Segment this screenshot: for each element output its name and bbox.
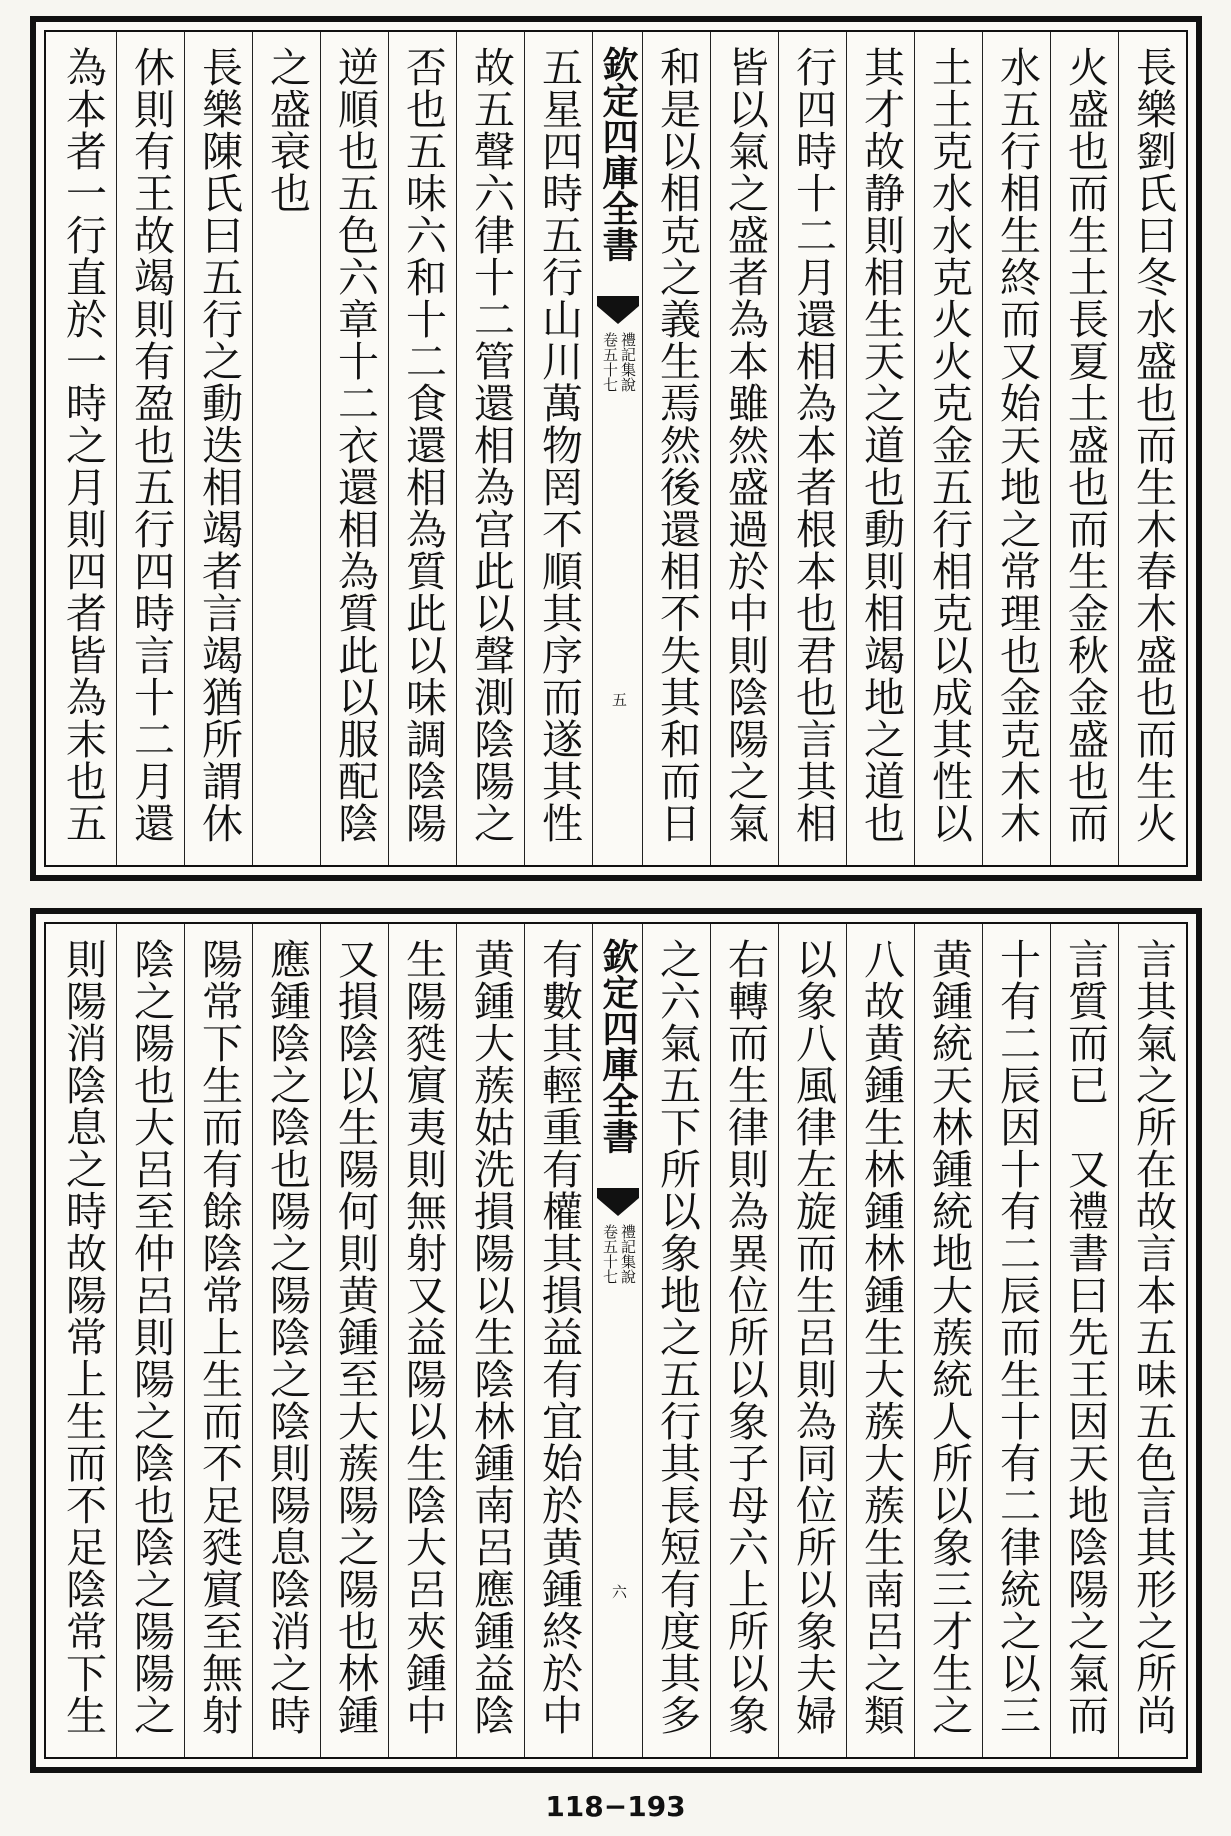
text-column: 逆順也五色六章十二衣還相為質此以服配陰 [320, 32, 388, 865]
text-column: 以象八風律左旋而生呂則為同位所以象夫婦 [778, 924, 846, 1757]
fish-tail-mark-icon [597, 296, 639, 324]
text-column: 休則有王故竭則有盈也五行四時言十二月還 [116, 32, 184, 865]
center-spine [592, 32, 642, 865]
text-column: 長樂陳氏曰五行之動迭相竭者言竭猶所謂休 [184, 32, 252, 865]
text-column: 又損陰以生陽何則黄鍾至大蔟陽之陽也林鍾 [320, 924, 388, 1757]
text-column: 十有二辰因十有二辰而生十有二律統之以三 [982, 924, 1050, 1757]
text-column: 八故黄鍾生林鍾林鍾生大蔟大蔟生南呂之類 [846, 924, 914, 1757]
text-column: 行四時十二月還相為本者根本也君也言其相 [778, 32, 846, 865]
text-frame [44, 30, 1188, 867]
text-column: 水五行相生終而又始天地之常理也金克木木 [982, 32, 1050, 865]
text-column: 生陽甤賔夷則無射又益陽以生陰大呂夾鍾中 [388, 924, 456, 1757]
spine-title: 欽定四庫全書 [597, 938, 639, 1154]
text-column: 土土克水水克火火克金五行相克以成其性以 [914, 32, 982, 865]
text-column: 為本者一行直於一時之月則四者皆為末也五 [59, 46, 107, 844]
text-column: 之盛衰也 [252, 32, 320, 865]
spine-juan-number: 卷五十七 [601, 1224, 619, 1284]
text-column: 皆以氣之盛者為本雖然盛過於中則陰陽之氣 [710, 32, 778, 865]
text-column: 長樂劉氏曰冬水盛也而生木春木盛也而生火 [1118, 32, 1186, 865]
text-column: 應鍾陰之陰也陽之陽陰之陰則陽息陰消之時 [252, 924, 320, 1757]
text-column: 之六氣五下所以象地之五行其長短有度其多 [642, 924, 710, 1757]
text-column: 言質而已 又禮書曰先王因天地陰陽之氣而 [1050, 924, 1118, 1757]
text-column: 五星四時五行山川萬物罔不順其序而遂其性 [524, 32, 592, 865]
text-column: 言其氣之所在故言本五味五色言其形之所尚 [1118, 924, 1186, 1757]
text-column: 則陽消陰息之時故陽常上生而不足陰常下生 [59, 938, 107, 1736]
spine-work-title: 禮記集說 [619, 332, 637, 392]
text-column: 陽常下生而有餘陰常上生而不足甤賔至無射 [184, 924, 252, 1757]
page-top [30, 16, 1202, 881]
center-spine [592, 924, 642, 1757]
spine-title: 欽定四庫全書 [597, 46, 639, 262]
page-bottom [30, 908, 1202, 1773]
text-column: 有數其輕重有權其損益有宜始於黄鍾終於中 [524, 924, 592, 1757]
text-column: 其才故静則相生天之道也動則相竭地之道也 [846, 32, 914, 865]
text-column: 黄鍾大蔟姑洗損陽以生陰林鍾南呂應鍾益陰 [456, 924, 524, 1757]
text-column: 右轉而生律則為異位所以象子母六上所以象 [710, 924, 778, 1757]
text-column: 故五聲六律十二管還相為宫此以聲測陰陽之 [456, 32, 524, 865]
text-column: 火盛也而生土長夏土盛也而生金秋金盛也而 [1050, 32, 1118, 865]
spine-page-number: 六 [610, 1584, 628, 1599]
text-frame [44, 922, 1188, 1759]
spine-juan-number: 卷五十七 [601, 332, 619, 392]
text-column: 和是以相克之義生焉然後還相不失其和而日 [642, 32, 710, 865]
fish-tail-mark-icon [597, 1188, 639, 1216]
spine-work-title: 禮記集說 [619, 1224, 637, 1284]
text-column: 否也五味六和十二食還相為質此以味調陰陽 [388, 32, 456, 865]
page-footer-number: 118−193 [545, 1790, 686, 1823]
text-column: 陰之陽也大呂至仲呂則陽之陰也陰之陽陽之 [116, 924, 184, 1757]
text-column: 黄鍾統天林鍾統地大蔟統人所以象三才生之 [914, 924, 982, 1757]
spine-page-number: 五 [610, 692, 628, 707]
